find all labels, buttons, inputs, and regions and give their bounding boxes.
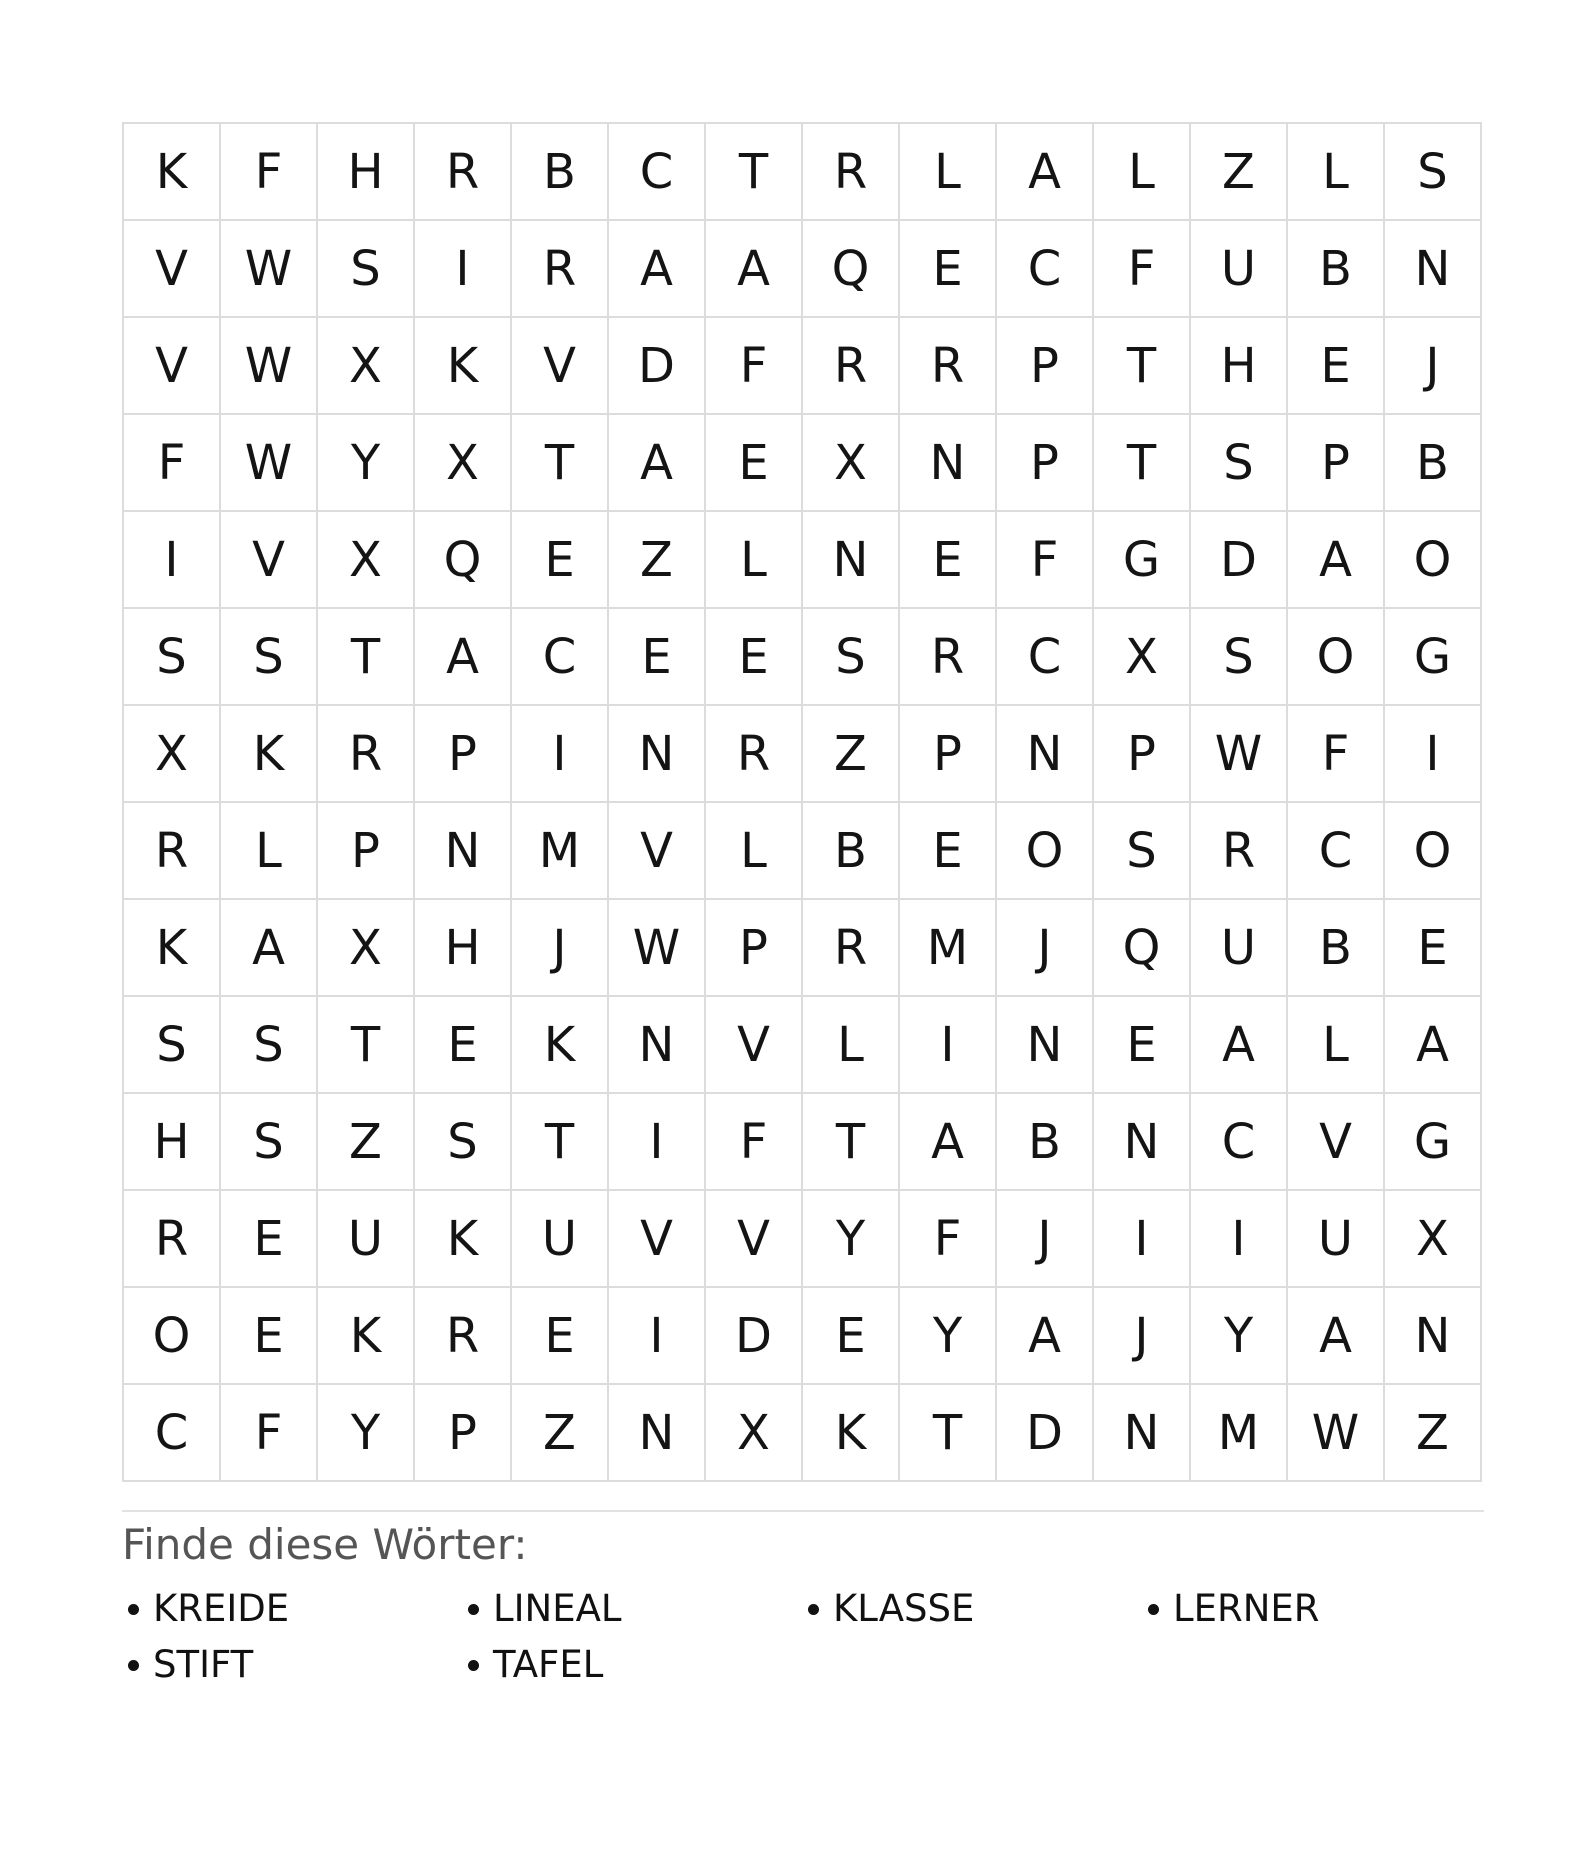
grid-cell-r1-c3[interactable]: H	[318, 124, 415, 221]
grid-cell-r6-c3[interactable]: T	[318, 609, 415, 706]
grid-cell-r2-c11[interactable]: F	[1094, 221, 1191, 318]
grid-cell-r3-c8[interactable]: R	[803, 318, 900, 415]
grid-cell-r6-c12[interactable]: S	[1191, 609, 1288, 706]
grid-cell-r11-c5[interactable]: T	[512, 1094, 609, 1191]
grid-cell-r9-c8[interactable]: R	[803, 900, 900, 997]
grid-cell-r11-c3[interactable]: Z	[318, 1094, 415, 1191]
grid-cell-r11-c8[interactable]: T	[803, 1094, 900, 1191]
grid-cell-r10-c10[interactable]: N	[997, 997, 1094, 1094]
grid-cell-r3-c1[interactable]: V	[124, 318, 221, 415]
grid-cell-r7-c7[interactable]: R	[706, 706, 803, 803]
word-label: KREIDE	[153, 1587, 290, 1631]
grid-cell-r8-c5[interactable]: M	[512, 803, 609, 900]
grid-cell-r13-c12[interactable]: Y	[1191, 1288, 1288, 1385]
grid-cell-r9-c11[interactable]: Q	[1094, 900, 1191, 997]
grid-cell-r2-c4[interactable]: I	[415, 221, 512, 318]
word-list-item	[1142, 1588, 1482, 1630]
grid-cell-r9-c2[interactable]: A	[221, 900, 318, 997]
grid-cell-r5-c7[interactable]: L	[706, 512, 803, 609]
grid-cell-r6-c10[interactable]: C	[997, 609, 1094, 706]
grid-cell-r10-c9[interactable]: I	[900, 997, 997, 1094]
grid-cell-r4-c1[interactable]: F	[124, 415, 221, 512]
grid-cell-r3-c3[interactable]: X	[318, 318, 415, 415]
grid-cell-r10-c3[interactable]: T	[318, 997, 415, 1094]
grid-cell-r2-c14[interactable]: N	[1385, 221, 1482, 318]
grid-cell-r1-c7[interactable]: T	[706, 124, 803, 221]
grid-cell-r12-c8[interactable]: Y	[803, 1191, 900, 1288]
bullet-icon	[468, 1660, 479, 1671]
grid-cell-r8-c9[interactable]: E	[900, 803, 997, 900]
word-list-item	[802, 1588, 1142, 1630]
grid-cell-r4-c3[interactable]: Y	[318, 415, 415, 512]
grid-cell-r12-c9[interactable]: F	[900, 1191, 997, 1288]
grid-cell-r13-c11[interactable]: J	[1094, 1288, 1191, 1385]
grid-cell-r13-c9[interactable]: Y	[900, 1288, 997, 1385]
grid-cell-r5-c1[interactable]: I	[124, 512, 221, 609]
grid-cell-r9-c10[interactable]: J	[997, 900, 1094, 997]
grid-cell-r14-c6[interactable]: N	[609, 1385, 706, 1482]
grid-cell-r5-c8[interactable]: N	[803, 512, 900, 609]
grid-cell-r12-c14[interactable]: X	[1385, 1191, 1482, 1288]
grid-cell-r10-c4[interactable]: E	[415, 997, 512, 1094]
grid-cell-r6-c8[interactable]: S	[803, 609, 900, 706]
grid-cell-r8-c11[interactable]: S	[1094, 803, 1191, 900]
grid-cell-r14-c2[interactable]: F	[221, 1385, 318, 1482]
grid-cell-r9-c1[interactable]: K	[124, 900, 221, 997]
grid-cell-r7-c9[interactable]: P	[900, 706, 997, 803]
grid-cell-r1-c2[interactable]: F	[221, 124, 318, 221]
grid-cell-r7-c3[interactable]: R	[318, 706, 415, 803]
grid-cell-r3-c4[interactable]: K	[415, 318, 512, 415]
grid-cell-r8-c13[interactable]: C	[1288, 803, 1385, 900]
grid-cell-r2-c1[interactable]: V	[124, 221, 221, 318]
grid-cell-r12-c12[interactable]: I	[1191, 1191, 1288, 1288]
grid-cell-r6-c6[interactable]: E	[609, 609, 706, 706]
grid-cell-r8-c10[interactable]: O	[997, 803, 1094, 900]
grid-cell-r8-c3[interactable]: P	[318, 803, 415, 900]
grid-cell-r11-c1[interactable]: H	[124, 1094, 221, 1191]
grid-cell-r2-c12[interactable]: U	[1191, 221, 1288, 318]
grid-cell-r2-c5[interactable]: R	[512, 221, 609, 318]
grid-cell-r5-c12[interactable]: D	[1191, 512, 1288, 609]
grid-cell-r10-c6[interactable]: N	[609, 997, 706, 1094]
grid-cell-r1-c14[interactable]: S	[1385, 124, 1482, 221]
grid-cell-r6-c9[interactable]: R	[900, 609, 997, 706]
word-search-puzzle	[122, 122, 1482, 1686]
grid-cell-r1-c5[interactable]: B	[512, 124, 609, 221]
word-label: STIFT	[153, 1643, 254, 1687]
grid-cell-r1-c11[interactable]: L	[1094, 124, 1191, 221]
bullet-icon	[128, 1604, 139, 1615]
grid-cell-r12-c11[interactable]: I	[1094, 1191, 1191, 1288]
grid-cell-r3-c14[interactable]: J	[1385, 318, 1482, 415]
grid-cell-r3-c9[interactable]: R	[900, 318, 997, 415]
grid-cell-r8-c7[interactable]: L	[706, 803, 803, 900]
grid-cell-r11-c2[interactable]: S	[221, 1094, 318, 1191]
grid-cell-r12-c4[interactable]: K	[415, 1191, 512, 1288]
grid-cell-r10-c7[interactable]: V	[706, 997, 803, 1094]
grid-cell-r5-c4[interactable]: Q	[415, 512, 512, 609]
grid-cell-r4-c5[interactable]: T	[512, 415, 609, 512]
grid-cell-r2-c2[interactable]: W	[221, 221, 318, 318]
grid-cell-r5-c2[interactable]: V	[221, 512, 318, 609]
grid-cell-r6-c2[interactable]: S	[221, 609, 318, 706]
grid-cell-r7-c8[interactable]: Z	[803, 706, 900, 803]
word-label: LERNER	[1173, 1587, 1320, 1631]
grid-cell-r4-c10[interactable]: P	[997, 415, 1094, 512]
word-list-item	[122, 1644, 462, 1686]
grid-cell-r11-c13[interactable]: V	[1288, 1094, 1385, 1191]
grid-cell-r14-c8[interactable]: K	[803, 1385, 900, 1482]
grid-cell-r7-c1[interactable]: X	[124, 706, 221, 803]
grid-cell-r14-c11[interactable]: N	[1094, 1385, 1191, 1482]
grid-cell-r10-c13[interactable]: L	[1288, 997, 1385, 1094]
grid-cell-r1-c6[interactable]: C	[609, 124, 706, 221]
grid-cell-r4-c7[interactable]: E	[706, 415, 803, 512]
grid-cell-r13-c13[interactable]: A	[1288, 1288, 1385, 1385]
grid-cell-r7-c6[interactable]: N	[609, 706, 706, 803]
grid-cell-r12-c3[interactable]: U	[318, 1191, 415, 1288]
grid-cell-r10-c5[interactable]: K	[512, 997, 609, 1094]
word-list-prompt: Finde diese Wörter:	[122, 1520, 528, 1569]
grid-cell-r8-c12[interactable]: R	[1191, 803, 1288, 900]
grid-cell-r14-c12[interactable]: M	[1191, 1385, 1288, 1482]
grid-cell-r13-c14[interactable]: N	[1385, 1288, 1482, 1385]
grid-cell-r3-c13[interactable]: E	[1288, 318, 1385, 415]
grid-cell-r7-c12[interactable]: W	[1191, 706, 1288, 803]
grid-cell-r2-c8[interactable]: Q	[803, 221, 900, 318]
grid-cell-r8-c14[interactable]: O	[1385, 803, 1482, 900]
grid-cell-r11-c10[interactable]: B	[997, 1094, 1094, 1191]
grid-cell-r14-c4[interactable]: P	[415, 1385, 512, 1482]
grid-cell-r6-c11[interactable]: X	[1094, 609, 1191, 706]
grid-cell-r1-c12[interactable]: Z	[1191, 124, 1288, 221]
word-label: LINEAL	[493, 1587, 622, 1631]
grid-cell-r3-c10[interactable]: P	[997, 318, 1094, 415]
grid-cell-r3-c6[interactable]: D	[609, 318, 706, 415]
grid-cell-r3-c11[interactable]: T	[1094, 318, 1191, 415]
grid-cell-r10-c11[interactable]: E	[1094, 997, 1191, 1094]
grid-cell-r9-c6[interactable]: W	[609, 900, 706, 997]
grid-cell-r10-c2[interactable]: S	[221, 997, 318, 1094]
grid-cell-r4-c8[interactable]: X	[803, 415, 900, 512]
grid-cell-r1-c4[interactable]: R	[415, 124, 512, 221]
grid-cell-r9-c5[interactable]: J	[512, 900, 609, 997]
word-list	[122, 1588, 1482, 1686]
grid-cell-r4-c6[interactable]: A	[609, 415, 706, 512]
grid-cell-r8-c1[interactable]: R	[124, 803, 221, 900]
grid-cell-r4-c12[interactable]: S	[1191, 415, 1288, 512]
grid-cell-r5-c6[interactable]: Z	[609, 512, 706, 609]
grid-cell-r1-c1[interactable]: K	[124, 124, 221, 221]
grid-cell-r5-c3[interactable]: X	[318, 512, 415, 609]
grid-cell-r13-c1[interactable]: O	[124, 1288, 221, 1385]
grid-cell-r3-c12[interactable]: H	[1191, 318, 1288, 415]
bullet-icon	[808, 1604, 819, 1615]
grid-cell-r14-c3[interactable]: Y	[318, 1385, 415, 1482]
grid-cell-r12-c2[interactable]: E	[221, 1191, 318, 1288]
grid-cell-r7-c10[interactable]: N	[997, 706, 1094, 803]
grid-cell-r7-c5[interactable]: I	[512, 706, 609, 803]
grid-cell-r2-c9[interactable]: E	[900, 221, 997, 318]
word-label: TAFEL	[493, 1643, 604, 1687]
grid-cell-r13-c4[interactable]: R	[415, 1288, 512, 1385]
grid-cell-r7-c11[interactable]: P	[1094, 706, 1191, 803]
grid-cell-r6-c5[interactable]: C	[512, 609, 609, 706]
grid-cell-r8-c6[interactable]: V	[609, 803, 706, 900]
bullet-icon	[1148, 1604, 1159, 1615]
grid-cell-r11-c9[interactable]: A	[900, 1094, 997, 1191]
grid-cell-r5-c10[interactable]: F	[997, 512, 1094, 609]
letter-grid	[122, 122, 1482, 1482]
grid-cell-r5-c13[interactable]: A	[1288, 512, 1385, 609]
grid-cell-r12-c5[interactable]: U	[512, 1191, 609, 1288]
grid-cell-r12-c6[interactable]: V	[609, 1191, 706, 1288]
grid-cell-r7-c4[interactable]: P	[415, 706, 512, 803]
bullet-icon	[128, 1660, 139, 1671]
grid-cell-r8-c8[interactable]: B	[803, 803, 900, 900]
grid-cell-r10-c14[interactable]: A	[1385, 997, 1482, 1094]
grid-cell-r5-c14[interactable]: O	[1385, 512, 1482, 609]
grid-cell-r9-c3[interactable]: X	[318, 900, 415, 997]
grid-cell-r3-c2[interactable]: W	[221, 318, 318, 415]
grid-cell-r9-c14[interactable]: E	[1385, 900, 1482, 997]
grid-cell-r9-c12[interactable]: U	[1191, 900, 1288, 997]
grid-cell-r1-c13[interactable]: L	[1288, 124, 1385, 221]
grid-cell-r4-c14[interactable]: B	[1385, 415, 1482, 512]
grid-cell-r12-c1[interactable]: R	[124, 1191, 221, 1288]
grid-cell-r2-c13[interactable]: B	[1288, 221, 1385, 318]
grid-cell-r13-c2[interactable]: E	[221, 1288, 318, 1385]
grid-cell-r8-c2[interactable]: L	[221, 803, 318, 900]
grid-cell-r14-c13[interactable]: W	[1288, 1385, 1385, 1482]
grid-cell-r11-c4[interactable]: S	[415, 1094, 512, 1191]
grid-cell-r6-c4[interactable]: A	[415, 609, 512, 706]
grid-cell-r5-c5[interactable]: E	[512, 512, 609, 609]
grid-cell-r1-c8[interactable]: R	[803, 124, 900, 221]
grid-cell-r5-c11[interactable]: G	[1094, 512, 1191, 609]
bullet-icon	[468, 1604, 479, 1615]
grid-cell-r6-c1[interactable]: S	[124, 609, 221, 706]
grid-cell-r9-c7[interactable]: P	[706, 900, 803, 997]
grid-cell-r4-c13[interactable]: P	[1288, 415, 1385, 512]
grid-cell-r11-c6[interactable]: I	[609, 1094, 706, 1191]
grid-cell-r9-c13[interactable]: B	[1288, 900, 1385, 997]
grid-cell-r14-c1[interactable]: C	[124, 1385, 221, 1482]
grid-cell-r7-c13[interactable]: F	[1288, 706, 1385, 803]
grid-cell-r2-c7[interactable]: A	[706, 221, 803, 318]
grid-cell-r7-c14[interactable]: I	[1385, 706, 1482, 803]
grid-cell-r10-c1[interactable]: S	[124, 997, 221, 1094]
grid-cell-r2-c6[interactable]: A	[609, 221, 706, 318]
grid-cell-r14-c5[interactable]: Z	[512, 1385, 609, 1482]
word-label: KLASSE	[833, 1587, 975, 1631]
grid-cell-r12-c7[interactable]: V	[706, 1191, 803, 1288]
grid-cell-r9-c9[interactable]: M	[900, 900, 997, 997]
grid-cell-r13-c10[interactable]: A	[997, 1288, 1094, 1385]
grid-cell-r3-c5[interactable]: V	[512, 318, 609, 415]
grid-cell-r13-c3[interactable]: K	[318, 1288, 415, 1385]
grid-cell-r5-c9[interactable]: E	[900, 512, 997, 609]
grid-cell-r11-c14[interactable]: G	[1385, 1094, 1482, 1191]
grid-cell-r14-c9[interactable]: T	[900, 1385, 997, 1482]
grid-cell-r11-c12[interactable]: C	[1191, 1094, 1288, 1191]
grid-cell-r11-c11[interactable]: N	[1094, 1094, 1191, 1191]
grid-cell-r13-c6[interactable]: I	[609, 1288, 706, 1385]
grid-cell-r6-c7[interactable]: E	[706, 609, 803, 706]
grid-cell-r4-c2[interactable]: W	[221, 415, 318, 512]
divider	[122, 1510, 1484, 1512]
grid-cell-r13-c8[interactable]: E	[803, 1288, 900, 1385]
grid-cell-r13-c5[interactable]: E	[512, 1288, 609, 1385]
grid-cell-r14-c10[interactable]: D	[997, 1385, 1094, 1482]
grid-cell-r13-c7[interactable]: D	[706, 1288, 803, 1385]
grid-cell-r14-c7[interactable]: X	[706, 1385, 803, 1482]
grid-cell-r10-c12[interactable]: A	[1191, 997, 1288, 1094]
word-list-item	[122, 1588, 462, 1630]
grid-cell-r2-c3[interactable]: S	[318, 221, 415, 318]
grid-cell-r1-c9[interactable]: L	[900, 124, 997, 221]
grid-cell-r6-c14[interactable]: G	[1385, 609, 1482, 706]
grid-cell-r7-c2[interactable]: K	[221, 706, 318, 803]
grid-cell-r4-c4[interactable]: X	[415, 415, 512, 512]
grid-cell-r3-c7[interactable]: F	[706, 318, 803, 415]
grid-cell-r1-c10[interactable]: A	[997, 124, 1094, 221]
grid-cell-r2-c10[interactable]: C	[997, 221, 1094, 318]
grid-cell-r11-c7[interactable]: F	[706, 1094, 803, 1191]
grid-cell-r14-c14[interactable]: Z	[1385, 1385, 1482, 1482]
grid-cell-r6-c13[interactable]: O	[1288, 609, 1385, 706]
word-list-item	[462, 1588, 802, 1630]
word-list-item	[462, 1644, 802, 1686]
grid-cell-r4-c11[interactable]: T	[1094, 415, 1191, 512]
grid-cell-r12-c13[interactable]: U	[1288, 1191, 1385, 1288]
grid-cell-r9-c4[interactable]: H	[415, 900, 512, 997]
grid-cell-r10-c8[interactable]: L	[803, 997, 900, 1094]
grid-cell-r4-c9[interactable]: N	[900, 415, 997, 512]
grid-cell-r8-c4[interactable]: N	[415, 803, 512, 900]
grid-cell-r12-c10[interactable]: J	[997, 1191, 1094, 1288]
